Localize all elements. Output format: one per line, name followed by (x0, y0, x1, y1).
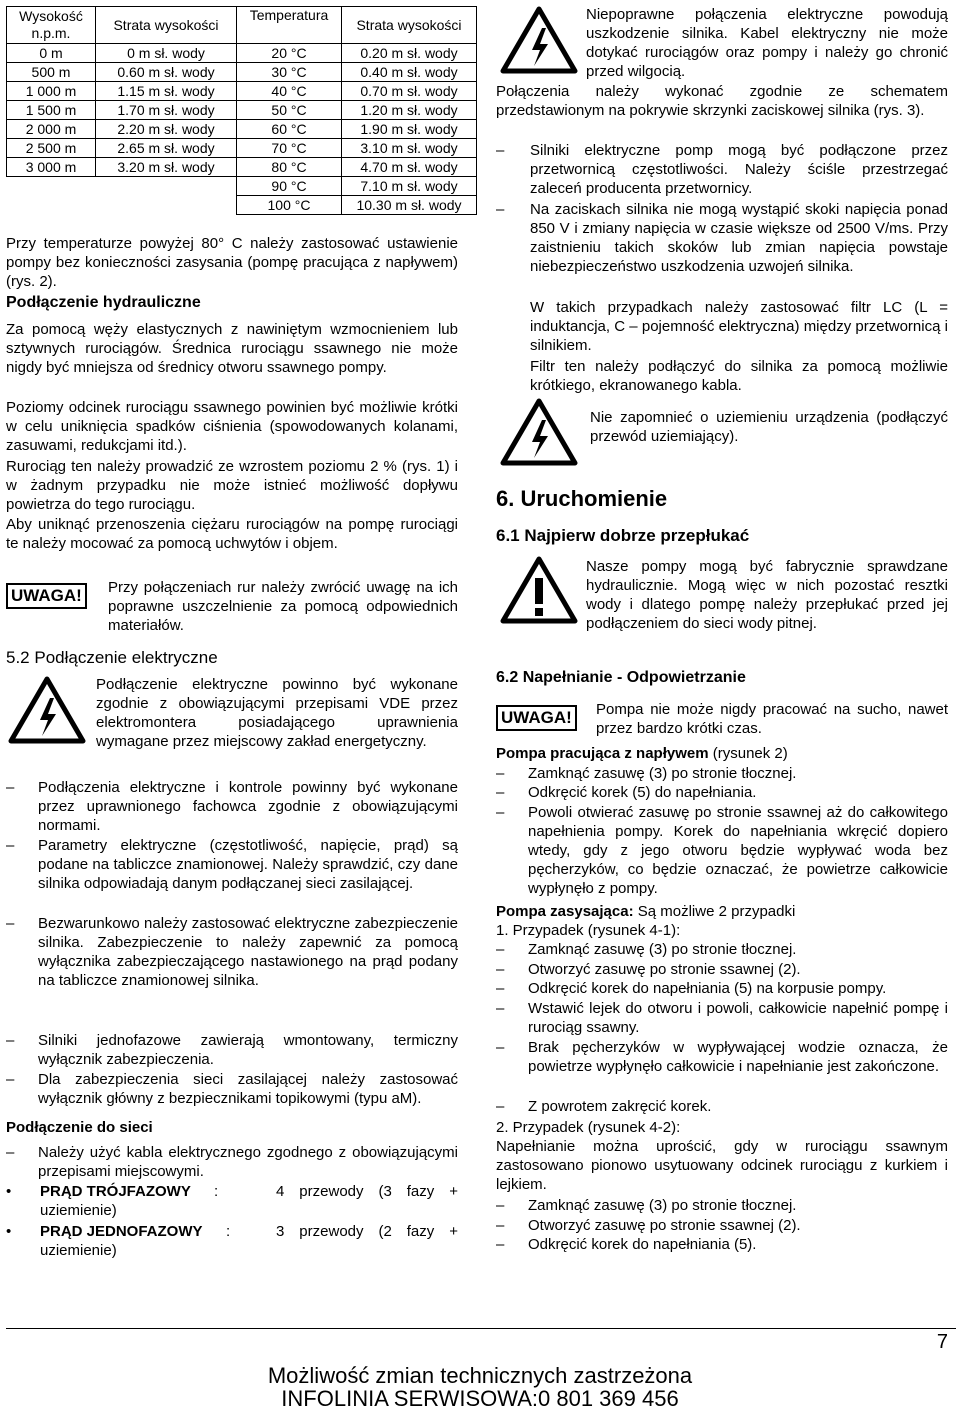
table-cell: 1.15 m sł. wody (96, 82, 237, 101)
dash-bullet: – (496, 941, 505, 958)
list-item: Silniki jednofazowe zawierają wmontowany, termiczny wyłącznik zabezpieczenia. (38, 1032, 458, 1068)
footer-disclaimer: Możliwość zmian technicznych zastrzeżona (267, 1363, 693, 1388)
dash-bullet: – (496, 804, 505, 821)
table-cell: 2.20 m sł. wody (96, 120, 237, 139)
inflow-title: Pompa pracująca z napływem (rysunek 2) (496, 745, 788, 762)
ground-note: Nie zapomnieć o uziemieniu urządzenia (podłączyć przewód uziemiający). (590, 409, 948, 445)
list-item: Zamknąć zasuwę (3) po stronie tłocznej. (528, 941, 797, 958)
list-item: Podłączenia elektryczne i kontrole powinny być wykonane przez uprawnionego fachowca zgodnie z obowiązującymi normami. (38, 779, 458, 834)
uwaga-badge: UWAGA! (496, 705, 577, 731)
list-item: Wstawić lejek do otworu i powoli, całkowicie napełnić pompę i rurociąg ssawny. (528, 1000, 948, 1036)
list-item: Zamknąć zasuwę (3) po stronie tłocznej. (528, 765, 797, 782)
uwaga-badge: UWAGA! (6, 583, 87, 609)
page-number: 7 (936, 1331, 948, 1353)
flush-paragraph: Nasze pompy mogą być fabrycznie sprawdzane hydraulicznie. Mogą więc w nich pozostać resztki wody i dlatego pompę należy przepłukać przed jej podłączeniem do sieci wody pitnej. (586, 558, 948, 632)
hydraulic-paragraph: Rurociąg ten należy prowadzić ze wzrostem poziomu 2 % (rys. 1) i w żadnym przypadku nie może istnieć możliwość dopływu powietrza do tego rurociągu. (6, 458, 458, 513)
list-item: Zamknąć zasuwę (3) po stronie tłocznej. (528, 1197, 797, 1214)
table-cell: 3.20 m sł. wody (96, 158, 237, 177)
table-row (7, 82, 477, 101)
table-row (7, 177, 477, 196)
dash-bullet: – (496, 1039, 505, 1056)
table-cell: 0 m (7, 44, 96, 63)
dash-bullet: – (496, 765, 505, 782)
table-cell: 90 °C (237, 177, 342, 196)
table-cell: 1 500 m (7, 101, 96, 120)
section-6-2-heading: 6.2 Napełnianie - Odpowietrzanie (496, 669, 746, 686)
single-phase-text: 3 przewody (2 fazy + uziemienie) (40, 1223, 458, 1259)
list-item: Odkręcić korek do napełniania (5) na korpusie pompy. (528, 980, 887, 997)
table-cell: 2 500 m (7, 139, 96, 158)
table-cell: 2 000 m (7, 120, 96, 139)
list-item: Powoli otwierać zasuwę po stronie ssawnej aż do całkowitego napełnienia pompy. Korek do napełniania wkręcić dopiero wtedy, gdy z jego otworu będzie wypływać woda bez pęcherzyków, co będzie oznaczać, że powietrze całkowicie wypłynęło z pompy. (528, 804, 948, 897)
table-cell: 70 °C (237, 139, 342, 158)
list-item: Bezwarunkowo należy zastosować elektryczne zabezpieczenie silnika. Zabezpieczenie to należy zapewnić za pomocą wyłącznika zabezpieczającego nastawionego na prąd podany na tabliczce znamionowej silnika. (38, 915, 458, 989)
high-voltage-warning-icon (500, 398, 578, 466)
table-cell: 80 °C (237, 158, 342, 177)
table-cell: 1.20 m sł. wody (342, 101, 477, 120)
altitude-temperature-table (6, 6, 477, 215)
list-item: Odkręcić korek (5) do napełniania. (528, 784, 757, 801)
table-cell: 60 °C (237, 120, 342, 139)
table-cell: 4.70 m sł. wody (342, 158, 477, 177)
list-item: Otworzyć zasuwę po stronie ssawnej (2). (528, 961, 801, 978)
case-2-text: Napełnianie można uprościć, gdy w rurociągu ssawnym zastosowano pionowo usytuowany odcinek rurociągu z kurkiem i lejkiem. (496, 1138, 948, 1193)
dash-bullet: – (6, 837, 15, 854)
dash-bullet: – (496, 784, 505, 801)
wiring-warning: Niepoprawne połączenia elektryczne powodują uszkodzenie silnika. Kabel elektryczny nie może dotykać rurociągów oraz pompy i należy go chronić przed wilgocią. (586, 6, 948, 80)
case-2-label: 2. Przypadek (rysunek 4-2): (496, 1119, 681, 1136)
dash-bullet: – (6, 1032, 15, 1049)
dash-bullet: – (6, 1071, 15, 1088)
table-cell: 0 m sł. wody (96, 44, 237, 63)
network-heading: Podłączenie do sieci (6, 1119, 153, 1136)
electrical-heading: 5.2 Podłączenie elektryczne (6, 648, 218, 667)
table-header: Wysokość n.p.m. (7, 7, 96, 44)
table-cell: 1.90 m sł. wody (342, 120, 477, 139)
table-cell: 30 °C (237, 63, 342, 82)
dash-bullet: – (496, 1197, 505, 1214)
section-6-1-heading: 6.1 Najpierw dobrze przepłukać (496, 526, 750, 545)
inverter-note: W takich przypadkach należy zastosować filtr LC (L = induktancja, C – pojemność elektryczna) między przetwornicą i silnikiem. (530, 299, 948, 354)
inverter-note: Silniki elektryczne pomp mogą być podłączone przez przetwornicą częstotliwości. Należy ściśle przestrzegać zaleceń producenta przetwornicy. (530, 142, 948, 197)
list-item: Odkręcić korek do napełniania (5). (528, 1236, 757, 1253)
suction-title: Pompa zasysająca: Są możliwe 2 przypadki (496, 903, 796, 920)
table-cell: 10.30 m sł. wody (342, 196, 477, 215)
table-cell: 7.10 m sł. wody (342, 177, 477, 196)
single-phase-label: PRĄD JEDNOFAZOWY (40, 1223, 203, 1240)
warning-icon (500, 556, 578, 624)
list-item: Dla zabezpieczenia sieci zasilającej należy zastosować wyłącznik główny z bezpiecznikami topikowymi (typu aM). (38, 1071, 458, 1107)
electrical-intro: Podłączenie elektryczne powinno być wykonane zgodnie z obowiązującymi przepisami VDE przez elektromontera posiadającego uprawnienia wymagane przez miejscowy zakład energetyczny. (96, 676, 458, 750)
three-phase-label: PRĄD TRÓJFAZOWY (40, 1183, 191, 1200)
table-cell: 0.60 m sł. wody (96, 63, 237, 82)
table-cell (96, 196, 237, 215)
list-item: Otworzyć zasuwę po stronie ssawnej (2). (528, 1217, 801, 1234)
table-cell: 2.65 m sł. wody (96, 139, 237, 158)
table-cell: 50 °C (237, 101, 342, 120)
hydraulic-paragraph: Za pomocą węży elastycznych z nawiniętym wzmocnieniem lub sztywnych rurociągów. Średnica rurociągu ssawnego nie może nigdy być mniejsza od średnicy otworu ssawnego pompy. (6, 321, 458, 376)
table-cell: 0.20 m sł. wody (342, 44, 477, 63)
table-cell: 40 °C (237, 82, 342, 101)
dash-bullet: – (496, 961, 505, 978)
network-item: Należy użyć kabla elektrycznego zgodnego z obowiązującymi przepisami miejscowymi. (38, 1144, 458, 1180)
table-row (7, 196, 477, 215)
dash-bullet: – (6, 779, 15, 796)
temperature-note: Przy temperaturze powyżej 80° C należy zastosować ustawienie pompy bez konieczności zasysania (pompę pracująca z napływem) (rys. 2). (6, 235, 458, 290)
high-voltage-warning-icon (500, 6, 578, 74)
bullet: • (6, 1223, 12, 1240)
table-body (7, 44, 477, 215)
hydraulic-paragraph: Poziomy odcinek rurociągu ssawnego powinien być możliwie krótki w celu uniknięcia spadków ciśnienia (spowodowanych kolanami, zasuwami, redukcjami itd.). (6, 399, 458, 454)
table-row (7, 120, 477, 139)
dash-bullet: – (496, 980, 505, 997)
footer-divider (6, 1328, 956, 1329)
section-6-heading: 6. Uruchomienie (496, 486, 668, 511)
table-cell: 0.40 m sł. wody (342, 63, 477, 82)
table-cell: 100 °C (237, 196, 342, 215)
dash-bullet: – (6, 915, 15, 932)
footer-hotline: INFOLINIA SERWISOWA:0 801 369 456 (281, 1386, 679, 1411)
table-cell: 500 m (7, 63, 96, 82)
table-header: Strata wysokości (342, 7, 477, 44)
uwaga-text: Przy połączeniach rur należy zwrócić uwagę na ich poprawne uszczelnienie za pomocą odpowiednich materiałów. (108, 579, 458, 634)
hydraulic-paragraph: Aby uniknąć przenoszenia ciężaru rurociągów na pompę rurociągi te należy mocować za pomocą uchwytów i objem. (6, 516, 458, 552)
inverter-note: Na zaciskach silnika nie mogą wystąpić skoki napięcia ponad 850 V i zmiany napięcia w czasie większe od 2500 V/ms. Przy zaistnieniu takich skoków lub zmian napięcia powstaje niebezpieczeństwo uszkodzenia uzwojeń silnika. (530, 201, 948, 275)
table-row (7, 101, 477, 120)
table-cell (7, 177, 96, 196)
list-item: Z powrotem zakręcić korek. (528, 1098, 712, 1115)
table-row (7, 44, 477, 63)
table-row (7, 139, 477, 158)
dry-run-warning: Pompa nie może nigdy pracować na sucho, nawet przez bardzo krótki czas. (596, 701, 948, 737)
table-cell: 20 °C (237, 44, 342, 63)
three-phase-text: 4 przewody (3 fazy + uziemienie) (40, 1183, 458, 1219)
table-cell: 1 000 m (7, 82, 96, 101)
table-cell: 1.70 m sł. wody (96, 101, 237, 120)
dash-bullet: – (496, 1098, 505, 1115)
table-cell: 3 000 m (7, 158, 96, 177)
case-1-label: 1. Przypadek (rysunek 4-1): (496, 922, 681, 939)
list-item: Parametry elektryczne (częstotliwość, napięcie, prąd) są podane na tabliczce znamionowej. Należy sprawdzić, czy dane silnika odpowiadają danym podłączanej sieci zasilającej. (38, 837, 458, 892)
inverter-note: Filtr ten należy podłączyć do silnika za pomocą możliwie krótkiego, ekranowanego kabla. (530, 358, 948, 394)
hydraulic-heading: Podłączenie hydrauliczne (6, 294, 201, 311)
dash-bullet: – (6, 1144, 15, 1161)
table-header: Strata wysokości (96, 7, 237, 44)
connection-paragraph: Połączenia należy wykonać zgodnie ze schematem przedstawionym na pokrywie skrzynki zaciskowej silnika (rys. 3). (496, 83, 948, 119)
dash-bullet: – (496, 1236, 505, 1253)
table-cell (96, 177, 237, 196)
dash-bullet: – (496, 1000, 505, 1017)
table-row (7, 158, 477, 177)
table-row (7, 63, 477, 82)
high-voltage-warning-icon (8, 676, 86, 744)
bullet: • (6, 1183, 12, 1200)
table-cell (7, 196, 96, 215)
list-item: Brak pęcherzyków w wypływającej wodzie oznacza, że powietrze wypłynęło całkowicie i napełnianie jest zakończone. (528, 1039, 948, 1075)
table-cell: 3.10 m sł. wody (342, 139, 477, 158)
dash-bullet: – (496, 1217, 505, 1234)
table-cell: 0.70 m sł. wody (342, 82, 477, 101)
table-header: Temperatura (237, 7, 342, 44)
